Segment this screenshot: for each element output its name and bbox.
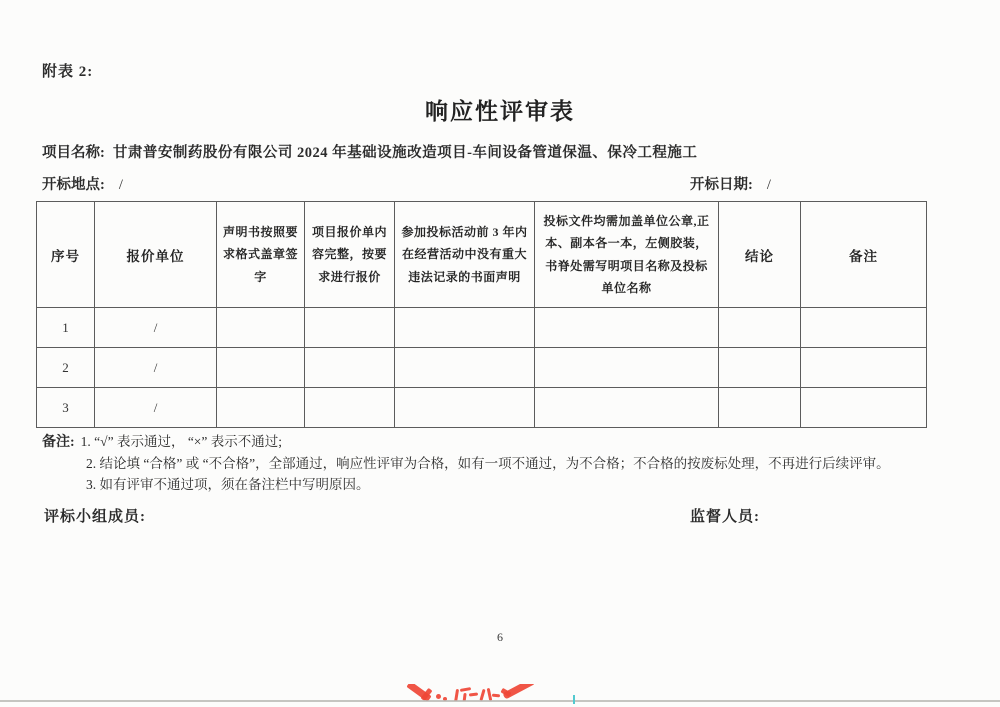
cell-empty xyxy=(305,388,395,428)
cell-seq: 3 xyxy=(37,388,95,428)
cell-empty xyxy=(395,348,535,388)
col-header-quote-sheet: 项目报价单内容完整，按要求进行报价 xyxy=(305,202,395,308)
red-stamp-fragment xyxy=(402,684,534,701)
bid-place-value: / xyxy=(118,177,123,193)
col-header-seal-binding: 投标文件均需加盖单位公章,正本、副本各一本，左侧胶装，书脊处需写明项目名称及投标单位名称 xyxy=(535,202,719,308)
table-row xyxy=(37,348,927,388)
cell-empty xyxy=(217,308,305,348)
table-row xyxy=(37,388,927,428)
col-header-conclusion: 结论 xyxy=(719,202,801,308)
appendix-label: 附表 2: xyxy=(42,64,94,80)
evaluation-team-label: 评标小组成员: xyxy=(44,509,146,525)
col-header-no-violation: 参加投标活动前 3 年内在经营活动中没有重大违法记录的书面声明 xyxy=(395,202,535,308)
stamp-stroke xyxy=(469,692,478,696)
col-header-bidder: 报价单位 xyxy=(95,202,217,308)
notes-label: 备注: xyxy=(42,435,75,450)
stamp-stroke xyxy=(460,687,471,692)
scan-artifact-tick xyxy=(573,695,575,704)
cell-conclusion xyxy=(719,388,801,428)
page-number: 6 xyxy=(497,630,503,644)
stamp-stroke xyxy=(502,684,534,700)
project-name-label: 项目名称: xyxy=(42,145,105,161)
col-header-seq: 序号 xyxy=(37,202,95,308)
note-line-3: 3. 如有评审不通过项，须在备注栏中写明原因。 xyxy=(86,477,370,492)
cell-seq: 1 xyxy=(37,308,95,348)
bid-date-value: / xyxy=(766,177,771,193)
note-line-2: 2. 结论填 “合格” 或 “不合格”，全部通过，响应性评审为合格，如有一项不通过，为不合格；不合格的按废标处理，不再进行后续评审。 xyxy=(86,456,890,471)
page-title: 响应性评审表 xyxy=(425,99,575,124)
responsiveness-review-table xyxy=(36,201,927,428)
scan-page-edge-line xyxy=(0,700,1000,702)
cell-empty xyxy=(217,388,305,428)
cell-conclusion xyxy=(719,348,801,388)
cell-empty xyxy=(305,308,395,348)
cell-bidder: / xyxy=(95,308,217,348)
cell-empty xyxy=(305,348,395,388)
note-item-1: 1. “√” 表示通过， “×” 表示不通过; xyxy=(80,434,283,449)
table-row xyxy=(37,308,927,348)
notes-block xyxy=(42,431,992,495)
bid-date-label: 开标日期: xyxy=(690,177,753,193)
cell-empty xyxy=(217,348,305,388)
note-line-1 xyxy=(42,431,992,453)
stamp-stroke xyxy=(436,694,441,699)
cell-empty xyxy=(535,308,719,348)
col-header-remarks: 备注 xyxy=(801,202,927,308)
cell-bidder: / xyxy=(95,348,217,388)
table-header-row xyxy=(37,202,927,308)
bid-place-label: 开标地点: xyxy=(42,177,105,193)
project-name-line xyxy=(42,141,982,162)
bid-opening-place xyxy=(42,173,123,194)
cell-remarks xyxy=(801,388,927,428)
cell-empty xyxy=(395,308,535,348)
project-name-value: 甘肃普安制药股份有限公司 2024 年基础设施改造项目-车间设备管道保温、保冷工程施工 xyxy=(112,145,698,161)
cell-seq: 2 xyxy=(37,348,95,388)
cell-empty xyxy=(535,348,719,388)
cell-empty xyxy=(535,388,719,428)
col-header-declaration: 声明书按照要求格式盖章签字 xyxy=(217,202,305,308)
cell-empty xyxy=(395,388,535,428)
cell-remarks xyxy=(801,348,927,388)
cell-conclusion xyxy=(719,308,801,348)
bid-opening-date xyxy=(690,173,771,194)
cell-remarks xyxy=(801,308,927,348)
supervisor-label: 监督人员: xyxy=(690,509,760,525)
cell-bidder: / xyxy=(95,388,217,428)
stamp-stroke xyxy=(492,694,500,698)
